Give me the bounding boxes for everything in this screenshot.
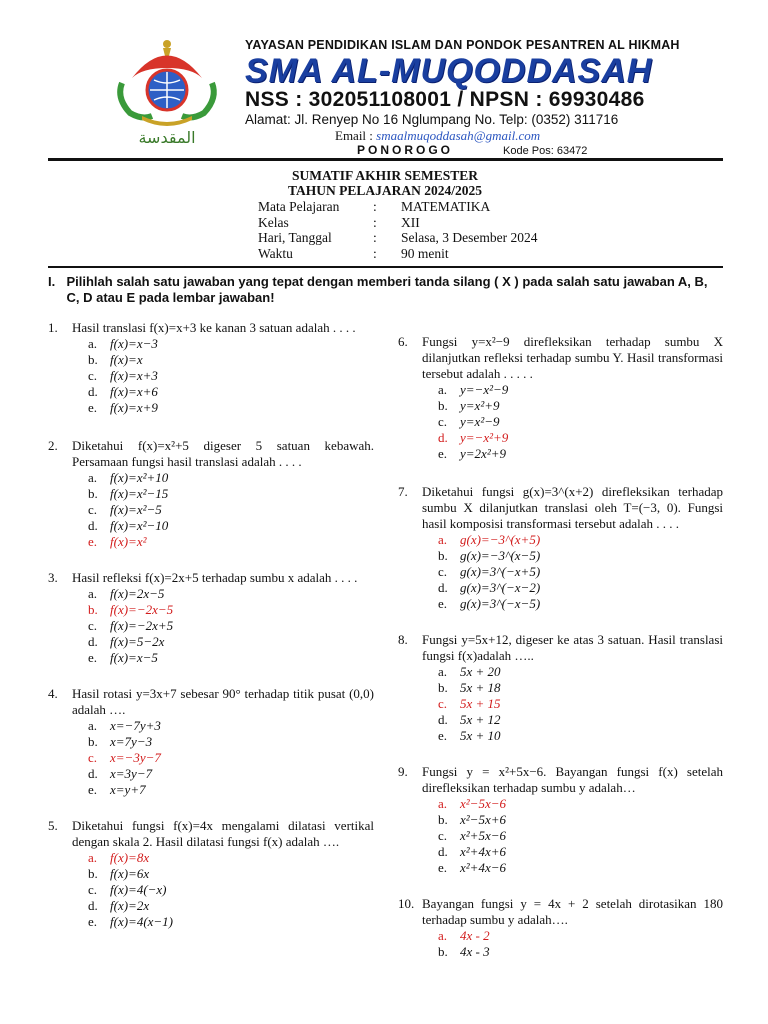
option-letter: c. — [438, 828, 448, 843]
answer-option — [398, 430, 723, 446]
answer-option — [398, 532, 723, 548]
answer-option — [48, 602, 374, 618]
answer-option — [398, 446, 723, 462]
option-text: g(x)=3^(−x−5) — [460, 596, 541, 611]
option-text: g(x)=−3^(x+5) — [460, 532, 541, 547]
answer-option — [48, 502, 374, 518]
answer-option — [398, 828, 723, 844]
option-text: f(x)=x²−15 — [110, 486, 169, 501]
option-text: f(x)=x²−10 — [110, 518, 169, 533]
answer-option — [398, 564, 723, 580]
option-text: f(x)=−2x+5 — [110, 618, 174, 633]
answer-option — [48, 586, 374, 602]
option-letter: c. — [438, 564, 448, 579]
option-letter: a. — [88, 470, 98, 485]
question-2 — [48, 438, 374, 550]
question-text: Hasil rotasi y=3x+7 sebesar 90° terhadap titik pusat (0,0) adalah …. — [72, 686, 374, 717]
option-text: f(x)=−2x−5 — [110, 602, 174, 617]
answer-option — [48, 618, 374, 634]
answer-option — [398, 712, 723, 728]
option-text: y=−x²+9 — [460, 430, 509, 445]
option-letter: c. — [88, 368, 98, 383]
option-text: g(x)=3^(−x+5) — [460, 564, 541, 579]
option-text: f(x)=8x — [110, 850, 150, 865]
option-letter: b. — [438, 944, 448, 959]
header-divider — [48, 158, 723, 161]
question-3 — [48, 570, 374, 666]
answer-option — [48, 486, 374, 502]
question-number: 6. — [398, 334, 408, 349]
option-letter: c. — [88, 750, 98, 765]
question-number: 9. — [398, 764, 408, 779]
option-letter: b. — [438, 398, 448, 413]
option-text: x=−3y−7 — [110, 750, 161, 765]
answer-option — [48, 782, 374, 798]
option-text: f(x)=x² — [110, 534, 147, 549]
answer-option — [48, 898, 374, 914]
option-text: x=−7y+3 — [110, 718, 161, 733]
option-letter: b. — [438, 680, 448, 695]
option-text: f(x)=x+9 — [110, 400, 158, 415]
exam-info — [258, 199, 537, 261]
option-text: x²+5x−6 — [460, 828, 506, 843]
question-1 — [48, 320, 374, 416]
option-text: 4x - 2 — [460, 928, 490, 943]
option-letter: b. — [88, 866, 98, 881]
option-letter: d. — [88, 898, 98, 913]
answer-option — [398, 596, 723, 612]
option-text: g(x)=3^(−x−2) — [460, 580, 541, 595]
option-letter: d. — [88, 634, 98, 649]
option-letter: b. — [88, 352, 98, 367]
answer-option — [398, 680, 723, 696]
logo-arabic-text: المقدسة — [138, 128, 196, 147]
option-text: f(x)=x²−5 — [110, 502, 162, 517]
option-letter: b. — [88, 602, 98, 617]
questions-left-column — [48, 320, 374, 930]
answer-option — [398, 696, 723, 712]
option-letter: e. — [88, 914, 98, 929]
option-text: f(x)=x+6 — [110, 384, 158, 399]
answer-option — [398, 580, 723, 596]
option-text: x=3y−7 — [110, 766, 153, 781]
answer-option — [48, 766, 374, 782]
letterhead — [100, 30, 720, 157]
option-letter: a. — [438, 664, 448, 679]
postal-code: Kode Pos: 63472 — [503, 145, 588, 157]
answer-option — [398, 548, 723, 564]
option-letter: d. — [88, 518, 98, 533]
option-text: x²−5x−6 — [460, 796, 506, 811]
option-text: x²+4x−6 — [460, 860, 506, 875]
email-line: Email : smaalmuqoddasah@gmail.com — [335, 128, 541, 143]
option-letter: d. — [438, 580, 448, 595]
option-letter: a. — [438, 382, 448, 397]
option-letter: a. — [88, 850, 98, 865]
answer-option — [48, 352, 374, 368]
answer-option — [48, 518, 374, 534]
option-letter: a. — [438, 532, 448, 547]
option-letter: e. — [438, 728, 448, 743]
option-letter: c. — [88, 502, 98, 517]
answer-option — [48, 650, 374, 666]
option-letter: c. — [438, 696, 448, 711]
option-letter: b. — [438, 812, 448, 827]
question-8 — [398, 632, 723, 744]
answer-option — [48, 718, 374, 734]
answer-option — [398, 382, 723, 398]
foundation-name: YAYASAN PENDIDIKAN ISLAM DAN PONDOK PESANTREN AL HIKMAH — [245, 38, 680, 52]
option-letter: b. — [88, 734, 98, 749]
answer-option — [48, 750, 374, 766]
option-letter: a. — [438, 928, 448, 943]
option-letter: d. — [438, 844, 448, 859]
section-instruction: I. Pilihlah salah satu jawaban yang tepat dengan memberi tanda silang ( X ) pada salah satu jawaban A, B, C, D atau E pada lembar jawaban! — [48, 274, 708, 305]
answer-option — [398, 414, 723, 430]
option-letter: d. — [88, 766, 98, 781]
section-divider — [48, 266, 723, 268]
nss-npsn: NSS : 302051108001 / NPSN : 69930486 — [245, 88, 645, 111]
question-6 — [398, 334, 723, 462]
question-text: Fungsi y=x²−9 direfleksikan terhadap sumbu X dilanjutkan refleksi terhadap sumbu Y. Hasil transformasi tersebut adalah . . . . . — [422, 334, 723, 381]
question-number: 1. — [48, 320, 58, 335]
option-text: 5x + 15 — [460, 696, 501, 711]
answer-option — [398, 812, 723, 828]
city: PONOROGO — [357, 143, 454, 157]
option-text: 5x + 10 — [460, 728, 501, 743]
option-letter: b. — [88, 486, 98, 501]
option-text: y=−x²−9 — [460, 382, 509, 397]
question-7 — [398, 484, 723, 612]
option-letter: e. — [438, 446, 448, 461]
option-letter: a. — [88, 336, 98, 351]
answer-option — [398, 844, 723, 860]
question-number: 4. — [48, 686, 58, 701]
question-text: Fungsi y = x²+5x−6. Bayangan fungsi f(x) setelah direfleksikan terhadap sumbu y adalah… — [422, 764, 723, 795]
question-number: 2. — [48, 438, 58, 453]
option-text: x=7y−3 — [110, 734, 153, 749]
option-letter: d. — [438, 430, 448, 445]
answer-option — [48, 914, 374, 930]
answer-option — [398, 928, 723, 944]
answer-option — [398, 398, 723, 414]
answer-option — [48, 470, 374, 486]
question-5 — [48, 818, 374, 930]
option-letter: c. — [88, 882, 98, 897]
question-number: 8. — [398, 632, 408, 647]
option-text: f(x)=2x−5 — [110, 586, 165, 601]
option-letter: a. — [88, 718, 98, 733]
question-9 — [398, 764, 723, 876]
option-letter: e. — [88, 534, 98, 549]
info-row: Kelas : XII — [258, 214, 420, 230]
option-text: x²+4x+6 — [460, 844, 506, 859]
option-text: 5x + 18 — [460, 680, 501, 695]
option-letter: e. — [438, 860, 448, 875]
question-10 — [398, 896, 723, 960]
answer-option — [48, 850, 374, 866]
answer-option — [398, 796, 723, 812]
question-text: Diketahui f(x)=x²+5 digeser 5 satuan kebawah. Persamaan fungsi hasil translasi adalah . . . . — [72, 438, 374, 469]
answer-option — [398, 944, 723, 960]
city-postal — [245, 143, 725, 158]
option-text: y=2x²+9 — [460, 446, 506, 461]
answer-option — [48, 882, 374, 898]
option-letter: d. — [438, 712, 448, 727]
option-text: g(x)=−3^(x−5) — [460, 548, 541, 563]
question-text: Diketahui fungsi g(x)=3^(x+2) direfleksikan terhadap sumbu X dilanjutkan translasi oleh T=(−3, 0). Fungsi hasil komposisi transformasi tersebut adalah . . . . — [422, 484, 723, 531]
option-text: f(x)=x — [110, 352, 143, 367]
question-number: 10. — [398, 896, 415, 911]
info-row: Hari, Tanggal : Selasa, 3 Desember 2024 — [258, 230, 538, 245]
option-letter: a. — [438, 796, 448, 811]
questions-right-column — [398, 334, 723, 960]
address: Alamat: Jl. Renyep No 16 Nglumpang No. Telp: (0352) 311716 — [245, 112, 619, 127]
answer-option — [398, 728, 723, 744]
question-text: Diketahui fungsi f(x)=4x mengalami dilatasi vertikal dengan skala 2. Hasil dilatasi fungsi f(x) adalah …. — [72, 818, 374, 849]
option-letter: e. — [88, 782, 98, 797]
option-letter: e. — [88, 650, 98, 665]
option-text: 4x - 3 — [460, 944, 490, 959]
option-text: x=y+7 — [110, 782, 146, 797]
answer-option — [48, 534, 374, 550]
info-row: Waktu : 90 menit — [258, 245, 449, 261]
option-text: f(x)=x²+10 — [110, 470, 169, 485]
option-text: f(x)=2x — [110, 898, 150, 913]
question-number: 3. — [48, 570, 58, 585]
question-text: Bayangan fungsi y = 4x + 2 setelah dirotasikan 180 terhadap sumbu y adalah…. — [422, 896, 723, 927]
option-letter: d. — [88, 384, 98, 399]
answer-option — [398, 860, 723, 876]
option-letter: c. — [88, 618, 98, 633]
option-text: f(x)=x+3 — [110, 368, 158, 383]
question-text: Hasil refleksi f(x)=2x+5 terhadap sumbu x adalah . . . . — [72, 570, 358, 585]
answer-option — [48, 336, 374, 352]
answer-option — [398, 664, 723, 680]
answer-option — [48, 384, 374, 400]
answer-option — [48, 368, 374, 384]
option-text: f(x)=x−5 — [110, 650, 158, 665]
info-row: Mata Pelajaran : MATEMATIKA — [258, 199, 491, 214]
question-number: 7. — [398, 484, 408, 499]
option-text: f(x)=5−2x — [110, 634, 165, 649]
option-text: y=x²−9 — [460, 414, 500, 429]
answer-option — [48, 866, 374, 882]
question-4 — [48, 686, 374, 798]
option-text: f(x)=x−3 — [110, 336, 158, 351]
email-link[interactable]: smaalmuqoddasah@gmail.com — [376, 128, 541, 143]
option-letter: b. — [438, 548, 448, 563]
option-letter: e. — [88, 400, 98, 415]
option-text: x²−5x+6 — [460, 812, 506, 827]
option-text: 5x + 20 — [460, 664, 501, 679]
answer-option — [48, 634, 374, 650]
question-text: Hasil translasi f(x)=x+3 ke kanan 3 satuan adalah . . . . — [72, 320, 356, 335]
exam-title: SUMATIF AKHIR SEMESTER TAHUN PELAJARAN 2024/2025 — [287, 168, 482, 198]
option-letter: e. — [438, 596, 448, 611]
school-name: SMA AL-MUQODDASAH — [245, 52, 653, 90]
option-text: f(x)=6x — [110, 866, 150, 881]
option-text: f(x)=4(x−1) — [110, 914, 174, 929]
option-letter: c. — [438, 414, 448, 429]
question-text: Fungsi y=5x+12, digeser ke atas 3 satuan. Hasil translasi fungsi f(x)adalah ….. — [422, 632, 723, 663]
option-text: y=x²+9 — [460, 398, 500, 413]
answer-option — [48, 734, 374, 750]
option-letter: a. — [88, 586, 98, 601]
answer-option — [48, 400, 374, 416]
option-text: 5x + 12 — [460, 712, 501, 727]
option-text: f(x)=4(−x) — [110, 882, 167, 897]
school-logo — [112, 38, 222, 148]
question-number: 5. — [48, 818, 58, 833]
